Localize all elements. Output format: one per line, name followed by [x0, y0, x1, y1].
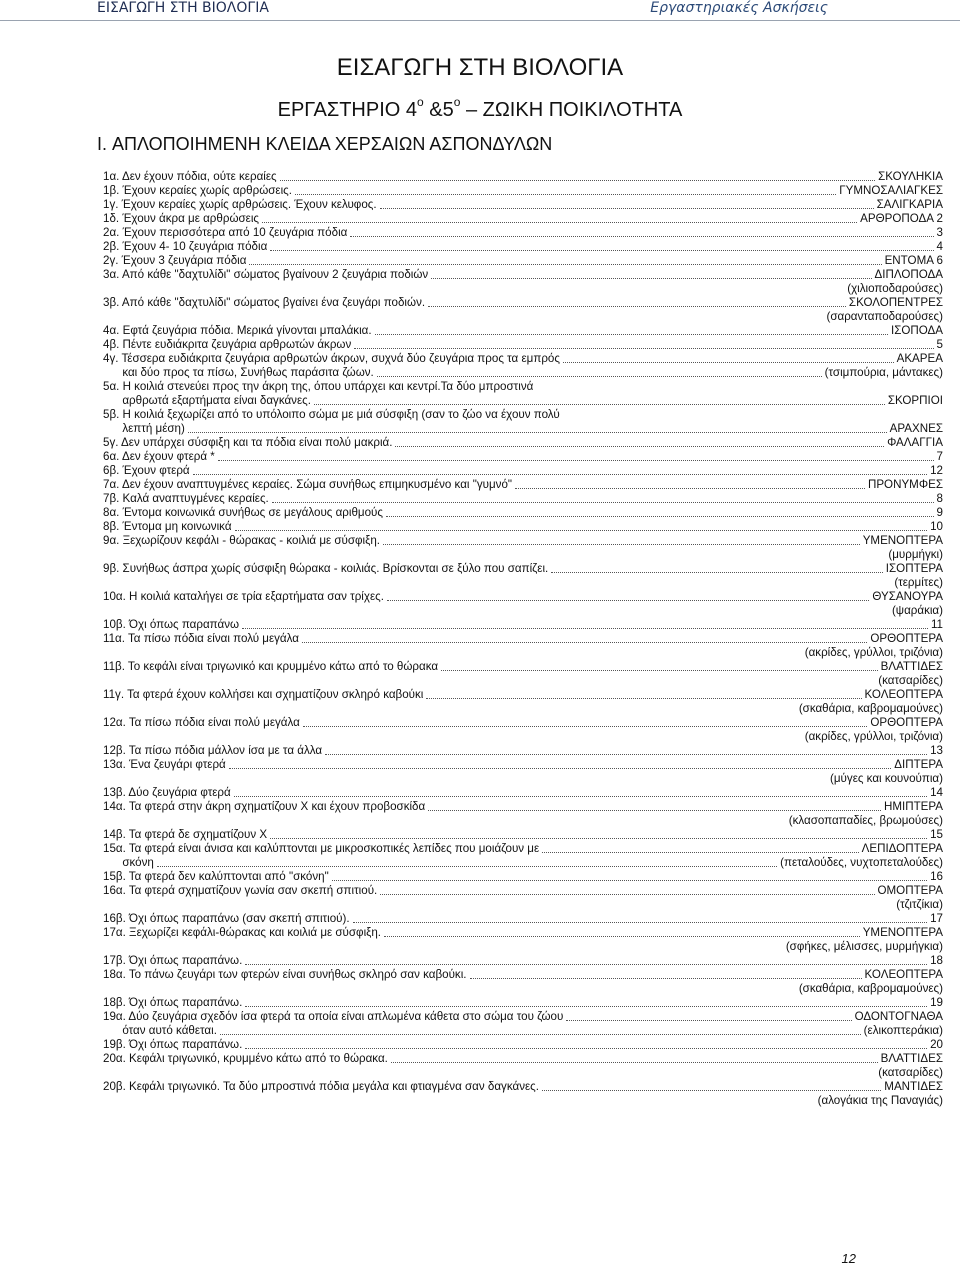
key-step: 18α. Το πάνω ζευγάρι των φτερών είναι συνήθως σκληρό σαν καβούκι.: [103, 968, 467, 981]
key-result: ΒΛΑΤΤΙΔΕΣ: [880, 660, 943, 673]
key-step: 1δ. Έχουν άκρα με αρθρώσεις: [103, 212, 259, 225]
leader-dots: [386, 516, 934, 517]
key-step: και δύο προς τα πίσω, Συνήθως παράσιτα ζώων.: [103, 366, 374, 379]
key-step: 4β. Πέντε ευδιάκριτα ζευγάρια αρθρωτών άκρων: [103, 338, 352, 351]
key-step: 10β. Όχι όπως παραπάνω: [103, 618, 240, 631]
leader-dots: [302, 642, 867, 643]
leader-dots: [332, 880, 927, 881]
leader-dots: [280, 180, 876, 181]
key-row: [103, 548, 943, 562]
key-result: ΙΣΟΠΤΕΡΑ: [885, 562, 943, 575]
leader-dots: [295, 194, 836, 195]
leader-dots: [350, 236, 933, 237]
key-step: 19α. Δύο ζευγάρια σχεδόν ίσα φτερά τα οποία είναι απλωμένα κάθετα στο σώμα του ζώου: [103, 1010, 564, 1023]
leader-dots: [229, 768, 891, 769]
leader-dots: [563, 362, 894, 363]
key-row: [103, 1066, 943, 1080]
leader-dots: [303, 726, 868, 727]
leader-dots: [235, 530, 928, 531]
key-step: 5γ. Δεν υπάρχει σύσφιξη και τα πόδια είναι πολύ μακριά.: [103, 436, 393, 449]
key-step: 6β. Έχουν φτερά: [103, 464, 190, 477]
leader-dots: [542, 1090, 881, 1091]
key-result: ΑΚΑΡΕΑ: [896, 352, 943, 365]
key-result: 8: [936, 492, 943, 505]
key-result: 9: [936, 506, 943, 519]
key-row: [103, 772, 943, 786]
leader-dots: [353, 922, 928, 923]
leader-dots: [262, 222, 857, 223]
key-row: [103, 870, 943, 884]
leader-dots: [566, 1020, 851, 1021]
leader-dots: [249, 264, 881, 265]
key-step: 8α. Έντομα κοινωνικά συνήθως σε μεγάλους αριθμούς: [103, 506, 383, 519]
key-result: 15: [930, 828, 943, 841]
leader-dots: [270, 250, 933, 251]
key-step: 6α. Δεν έχουν φτερά *: [103, 450, 215, 463]
leader-dots: [551, 572, 883, 573]
key-row: [103, 1038, 943, 1052]
identification-key: [103, 170, 943, 1108]
key-result: (ελικοπτεράκια): [863, 1024, 943, 1037]
key-result: (χιλιοποδαρούσες): [847, 282, 943, 295]
key-step: 18β. Όχι όπως παραπάνω.: [103, 996, 243, 1009]
key-row: [103, 212, 943, 226]
key-result: (μύγες και κουνούπια): [830, 772, 943, 785]
key-result: ΓΥΜΝΟΣΑΛΙΑΓΚΕΣ: [839, 184, 943, 197]
key-result: 4: [936, 240, 943, 253]
key-row: [103, 632, 943, 646]
key-row: [103, 184, 943, 198]
key-row: [103, 226, 943, 240]
key-result: (ψαράκια): [891, 604, 943, 617]
key-result: 11: [930, 618, 943, 631]
header-right: Εργαστηριακές Ασκήσεις: [650, 0, 828, 16]
key-row: [103, 702, 943, 716]
key-result: ΠΡΟΝΥΜΦΕΣ: [867, 478, 943, 491]
key-step: 20α. Κεφάλι τριγωνικό, κρυμμένο κάτω από το θώρακα.: [103, 1052, 388, 1065]
key-result: 19: [930, 996, 943, 1009]
key-row: [103, 520, 943, 534]
key-result: ΑΡΘΡΟΠΟΔΑ 2: [860, 212, 943, 225]
key-row: [103, 996, 943, 1010]
key-row: [103, 492, 943, 506]
key-row: [103, 562, 943, 576]
key-result: ΘΥΣΑΝΟΥΡΑ: [872, 590, 943, 603]
key-result: ΣΚΟΥΛΗΚΙΑ: [878, 170, 943, 183]
key-row: [103, 366, 943, 380]
key-result: ΚΟΛΕΟΠΤΕΡΑ: [864, 688, 943, 701]
key-step: 7α. Δεν έχουν αναπτυγμένες κεραίες. Σώμα συνήθως επιμηκυσμένο και "γυμνό": [103, 478, 513, 491]
key-result: (ακρίδες, γρύλλοι, τριζόνια): [804, 646, 943, 659]
key-row: [103, 688, 943, 702]
key-result: (σκαθάρια, καβρομαμούνες): [798, 982, 943, 995]
key-result: (πεταλούδες, νυχτοπεταλούδες): [780, 856, 943, 869]
key-row: [103, 590, 943, 604]
key-row: [103, 618, 943, 632]
key-row: [103, 646, 943, 660]
key-row: [103, 940, 943, 954]
key-row: [103, 408, 943, 422]
key-step: 13β. Δύο ζευγάρια φτερά: [103, 786, 231, 799]
key-step: 2α. Έχουν περισσότερα από 10 ζευγάρια πόδια: [103, 226, 348, 239]
key-step: 9α. Ξεχωρίζουν κεφάλι - θώρακας - κοιλιά με σύσφιξη.: [103, 534, 380, 547]
key-result: 10: [930, 520, 943, 533]
running-header: [0, 0, 960, 21]
key-result: (σκαθάρια, καβρομαμούνες): [798, 702, 943, 715]
key-row: [103, 884, 943, 898]
key-step: 16β. Όχι όπως παραπάνω (σαν σκεπή σπιτιού).: [103, 912, 350, 925]
key-row: [103, 1052, 943, 1066]
key-step: 17β. Όχι όπως παραπάνω.: [103, 954, 243, 967]
key-step: όταν αυτό κάθεται.: [103, 1024, 217, 1037]
leader-dots: [245, 1006, 927, 1007]
key-result: ΔΙΠΤΕΡΑ: [894, 758, 943, 771]
key-result: (σφήκες, μέλισσες, μυρμήγκια): [785, 940, 943, 953]
key-row: [103, 310, 943, 324]
leader-dots: [157, 866, 777, 867]
key-result: ΟΜΟΠΤΕΡΑ: [877, 884, 943, 897]
key-row: [103, 422, 943, 436]
key-step: 13α. Ένα ζευγάρι φτερά: [103, 758, 226, 771]
page-title: ΕΙΣΑΓΩΓΗ ΣΤΗ ΒΙΟΛΟΓΙΑ: [336, 54, 624, 81]
key-row: [103, 198, 943, 212]
key-result: (κλασοπαπαδίες, βρωμούσες): [788, 814, 943, 827]
key-row: [103, 982, 943, 996]
key-row: [103, 1094, 943, 1108]
key-row: [103, 814, 943, 828]
leader-dots: [245, 964, 927, 965]
key-row: [103, 968, 943, 982]
key-row: [103, 926, 943, 940]
key-step: σκόνη: [103, 856, 154, 869]
key-row: [103, 296, 943, 310]
leader-dots: [314, 404, 885, 405]
key-row: [103, 842, 943, 856]
leader-dots: [395, 446, 884, 447]
key-row: [103, 436, 943, 450]
key-row: [103, 786, 943, 800]
key-step: 12α. Τα πίσω πόδια είναι πολύ μεγάλα: [103, 716, 300, 729]
key-step: 16α. Τα φτερά σχηματίζουν γωνία σαν σκεπή σπιτιού.: [103, 884, 378, 897]
leader-dots: [242, 628, 928, 629]
key-row: [103, 604, 943, 618]
key-result: (κατσαρίδες): [878, 674, 943, 687]
key-row: [103, 464, 943, 478]
key-result: (ακρίδες, γρύλλοι, τριζόνια): [804, 730, 943, 743]
key-step: 15β. Τα φτερά δεν καλύπτονται από "σκόνη": [103, 870, 329, 883]
key-step: 11β. Το κεφάλι είναι τριγωνικό και κρυμμένο κάτω από το θώρακα: [103, 660, 439, 673]
leader-dots: [272, 502, 934, 503]
key-result: ΣΚΟΛΟΠΕΝΤΡΕΣ: [848, 296, 943, 309]
page-subtitle: ΕΡΓΑΣΤΗΡΙΟ $4^o$ $\&5^o$ – ΖΩΙΚΗ ΠΟΙΚΙΛΟΤΗΤΑ: [277, 95, 683, 121]
key-row: [103, 898, 943, 912]
key-result: ΔΙΠΛΟΠΟΔΑ: [874, 268, 943, 281]
key-result: ΛΕΠΙΔΟΠΤΕΡΑ: [861, 842, 943, 855]
key-result: 16: [930, 870, 943, 883]
key-result: (σαρανταποδαρούσες): [826, 310, 943, 323]
section-heading: I. ΑΠΛΟΠΟΙΗΜΕΝΗ ΚΛΕΙΔΑ ΧΕΡΣΑΙΩΝ ΑΣΠΟΝΔΥΛΩΝ: [97, 134, 553, 154]
key-result: ΦΑΛΑΓΓΙΑ: [887, 436, 943, 449]
leader-dots: [384, 936, 860, 937]
key-step: 2β. Έχουν 4- 10 ζευγάρια πόδια: [103, 240, 268, 253]
leader-dots: [375, 334, 888, 335]
key-step: 19β. Όχι όπως παραπάνω.: [103, 1038, 243, 1051]
key-row: [103, 324, 943, 338]
key-row: [103, 954, 943, 968]
key-result: (τερμίτες): [894, 576, 943, 589]
key-step: 11γ. Τα φτερά έχουν κολλήσει και σχηματίζουν σκληρό καβούκι: [103, 688, 424, 701]
key-row: [103, 338, 943, 352]
key-result: ΣΚΟΡΠΙΟΙ: [887, 394, 943, 407]
key-result: ΟΔΟΝΤΟΓΝΑΘΑ: [854, 1010, 943, 1023]
key-row: [103, 450, 943, 464]
leader-dots: [188, 432, 887, 433]
key-row: [103, 380, 943, 394]
key-result: 12: [930, 464, 943, 477]
key-row: [103, 506, 943, 520]
leader-dots: [380, 208, 874, 209]
key-result: ΑΡΑΧΝΕΣ: [889, 422, 943, 435]
key-step: 1α. Δεν έχουν πόδια, ούτε κεραίες: [103, 170, 277, 183]
leader-dots: [387, 600, 869, 601]
key-step: 11α. Τα πίσω πόδια είναι πολύ μεγάλα: [103, 632, 299, 645]
key-step: 4γ. Τέσσερα ευδιάκριτα ζευγάρια αρθρωτών άκρων, συχνά δύο ζευγάρια προς τα εμπρός: [103, 352, 560, 365]
leader-dots: [391, 1062, 878, 1063]
key-result: (μυρμήγκι): [888, 548, 943, 561]
key-row: [103, 170, 943, 184]
leader-dots: [431, 278, 871, 279]
key-result: (τζιτζίκια): [896, 898, 943, 911]
key-row: [103, 282, 943, 296]
key-result: ΟΡΘΟΠΤΕΡΑ: [870, 632, 943, 645]
leader-dots: [193, 474, 927, 475]
key-result: (τσιμπούρια, μάντακες): [824, 366, 943, 379]
leader-dots: [542, 852, 858, 853]
key-result: 5: [936, 338, 943, 351]
key-step: 8β. Έντομα μη κοινωνικά: [103, 520, 232, 533]
leader-dots: [470, 978, 862, 979]
key-row: [103, 674, 943, 688]
key-row: [103, 352, 943, 366]
leader-dots: [380, 894, 874, 895]
leader-dots: [245, 1048, 927, 1049]
key-row: [103, 828, 943, 842]
key-step: 1β. Έχουν κεραίες χωρίς αρθρώσεις.: [103, 184, 292, 197]
key-row: [103, 394, 943, 408]
key-step: 15α. Τα φτερά είναι άνισα και καλύπτονται με μικροσκοπικές λεπίδες που μοιάζουν με: [103, 842, 540, 855]
leader-dots: [515, 488, 865, 489]
key-result: 17: [930, 912, 943, 925]
key-result: ΣΑΛΙΓΚΑΡΙΑ: [876, 198, 943, 211]
key-row: [103, 1080, 943, 1094]
leader-dots: [218, 460, 934, 461]
key-step: λεπτή μέση): [103, 422, 185, 435]
key-row: [103, 660, 943, 674]
key-step: αρθρωτά εξαρτήματα είναι δαγκάνες.: [103, 394, 311, 407]
key-step: 1γ. Έχουν κεραίες χωρίς αρθρώσεις. Έχουν κελυφος.: [103, 198, 377, 211]
leader-dots: [428, 306, 846, 307]
key-row: [103, 240, 943, 254]
key-step: 3β. Από κάθε "δαχτυλίδι" σώματος βγαίνει ένα ζευγάρι ποδιών.: [103, 296, 426, 309]
key-row: [103, 268, 943, 282]
leader-dots: [383, 544, 860, 545]
key-step: 17α. Ξεχωρίζει κεφάλι-θώρακας και κοιλιά με σύσφιξη.: [103, 926, 382, 939]
leader-dots: [325, 754, 927, 755]
key-row: [103, 1010, 943, 1024]
key-row: [103, 254, 943, 268]
key-row: [103, 744, 943, 758]
key-result: (κατσαρίδες): [878, 1066, 943, 1079]
page-number: 12: [841, 1251, 856, 1266]
key-result: ΒΛΑΤΤΙΔΕΣ: [880, 1052, 943, 1065]
key-result: (αλογάκια της Παναγιάς): [817, 1094, 943, 1107]
header-left: ΕΙΣΑΓΩΓΗ ΣΤΗ ΒΙΟΛΟΓΙΑ: [97, 0, 269, 16]
key-result: ΗΜΙΠΤΕΡΑ: [883, 800, 943, 813]
key-row: [103, 1024, 943, 1038]
key-result: ΙΣΟΠΟΔΑ: [890, 324, 943, 337]
key-row: [103, 716, 943, 730]
key-result: ΥΜΕΝΟΠΤΕΡΑ: [862, 534, 943, 547]
key-result: ΟΡΘΟΠΤΕΡΑ: [870, 716, 943, 729]
key-step: 12β. Τα πίσω πόδια μάλλον ίσα με τα άλλα: [103, 744, 323, 757]
key-step: 9β. Συνήθως άσπρα χωρίς σύσφιξη θώρακα - κοιλιάς. Βρίσκονται σε ξύλο που σαπίζει.: [103, 562, 549, 575]
key-row: [103, 800, 943, 814]
key-step: 2γ. Έχουν 3 ζευγάρια πόδια: [103, 254, 247, 267]
leader-dots: [441, 670, 878, 671]
leader-dots: [426, 698, 861, 699]
key-step: 3α. Από κάθε "δαχτυλίδι" σώματος βγαίνουν 2 ζευγάρια ποδιών: [103, 268, 429, 281]
leader-dots: [270, 838, 927, 839]
key-result: ΕΝΤΟΜΑ 6: [884, 254, 943, 267]
leader-dots: [354, 348, 933, 349]
key-row: [103, 478, 943, 492]
key-result: 20: [930, 1038, 943, 1051]
key-row: [103, 576, 943, 590]
leader-dots: [428, 810, 881, 811]
key-step: 20β. Κεφάλι τριγωνικό. Τα δύο μπροστινά πόδια μεγάλα και φτιαγμένα σαν δαγκάνες.: [103, 1080, 539, 1093]
key-row: [103, 912, 943, 926]
leader-dots: [377, 376, 822, 377]
key-result: 13: [930, 744, 943, 757]
key-row: [103, 758, 943, 772]
key-step: 5β. Η κοιλιά ξεχωρίζει από το υπόλοιπο σώμα με μιά σύσφιξη (σαν το ζώο να έχουν πολύ: [103, 408, 560, 421]
key-step: 4α. Εφτά ζευγάρια πόδια. Μερικά γίνονται μπαλάκια.: [103, 324, 372, 337]
key-step: 5α. Η κοιλιά στενεύει προς την άκρη της, όπου υπάρχει και κεντρί.Τα δύο μπροστινά: [103, 380, 534, 393]
key-row: [103, 730, 943, 744]
key-result: 3: [936, 226, 943, 239]
key-step: 14β. Τα φτερά δε σχηματίζουν Χ: [103, 828, 268, 841]
key-result: 7: [936, 450, 943, 463]
key-result: ΚΟΛΕΟΠΤΕΡΑ: [864, 968, 943, 981]
key-step: 7β. Καλά αναπτυγμένες κεραίες.: [103, 492, 269, 505]
key-row: [103, 534, 943, 548]
leader-dots: [220, 1034, 861, 1035]
key-result: ΜΑΝΤΙΔΕΣ: [884, 1080, 943, 1093]
key-step: 10α. Η κοιλιά καταλήγει σε τρία εξαρτήματα σαν τρίχες.: [103, 590, 384, 603]
key-result: 14: [930, 786, 943, 799]
leader-dots: [234, 796, 927, 797]
key-result: 18: [930, 954, 943, 967]
key-result: ΥΜΕΝΟΠΤΕΡΑ: [862, 926, 943, 939]
key-row: [103, 856, 943, 870]
key-step: 14α. Τα φτερά στην άκρη σχηματίζουν Χ και έχουν προβοσκίδα: [103, 800, 426, 813]
